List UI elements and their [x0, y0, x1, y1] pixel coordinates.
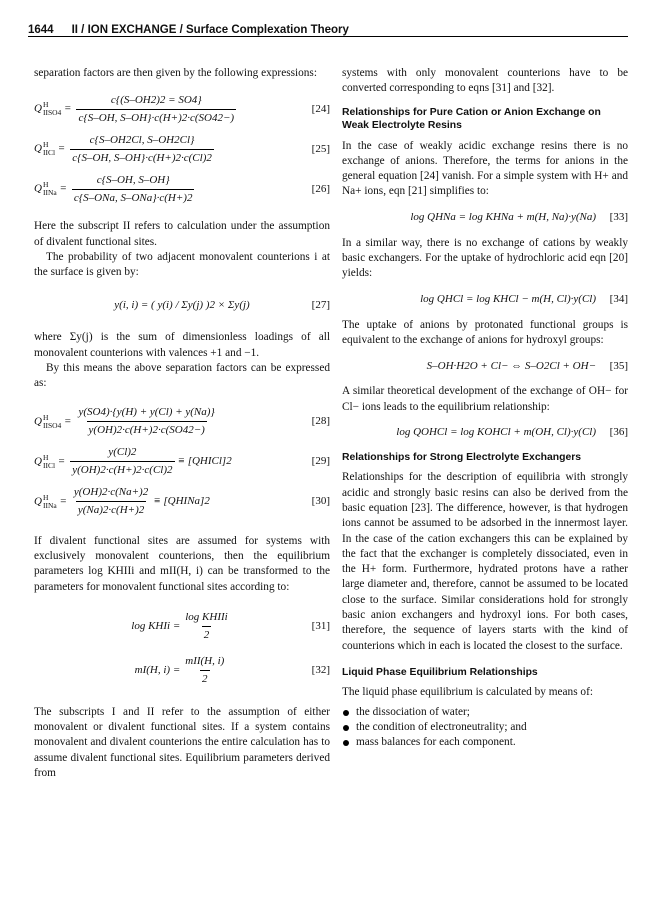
section-heading: Relationships for Pure Cation or Anion Exchange on Weak Electrolyte Resins — [342, 106, 601, 132]
paragraph: By this means the above separation factors can be expressed as: — [34, 362, 330, 390]
paragraph: If divalent functional sites are assumed for systems with exclusively monovalent counterions, then the equilibrium parameters log KHIIi and mII(H, i) can be transformed to the parameters for monovalent functional sites according to: — [34, 534, 330, 593]
list-item: the dissociation of water; — [342, 705, 628, 720]
page-number: 1644 — [28, 24, 54, 36]
equation-27: y(i, i) = ( y(i) / Σy(j) )2 × Σy(j) [27] — [114, 298, 330, 311]
paragraph: A similar theoretical development of the exchange of OH− for Cl− ions leads to the equilibrium relationship: — [342, 385, 628, 413]
paragraph: In the case of weakly acidic exchange resins there is no exchange of anions. Therefore, the terms for anions in the general equation [24] vanish. For a simple system with H+ and Na+ ions, eqn [21] simplifies to: — [342, 139, 628, 198]
paragraph: systems with only monovalent counterions have to be converted corresponding to eqns [31] and [32]. — [342, 67, 628, 95]
equation-24: Q H IISO4 = $\frac{c\{(S-OH2)2 = SO4\}}{c\{S-OH, S-OH\}\cdot c(H+)2\cdot c(SO42-)}$ [24] — [34, 89, 330, 129]
intro-text: separation factors are then given by the following expressions: — [34, 67, 317, 79]
running-title: II / ION EXCHANGE / Surface Complexation Theory — [71, 24, 349, 36]
equation-25: Q H IICl = $\frac{c\{S-OH2Cl, S-OH2Cl\}}{c\{S-OH, S-OH\}\cdot c(H+)2\cdot c(Cl)2}$ [25] — [34, 129, 330, 169]
equation-26: Q H IINa = $\frac{c\{S-OH, S-OH\}}{\text{c\{S–ONa, S–ONa\}·c(H+)2}}$ [26] — [34, 169, 330, 209]
equation-31: log KHIi = $\frac{\text{log KHIIi}}{2}$ [31] — [34, 605, 330, 649]
equation-29: Q H IICl = $\frac{y(Cl)2}{y(OH)2\cdot c(H+)2\cdot c(Cl)2}$ ≡ [QHICl]2 [29] — [34, 442, 330, 482]
paragraph: In a similar way, there is no exchange of cations by weakly basic exchangers. For the uptake of hydrochloric acid eqn [20] yields: — [342, 236, 628, 280]
running-header — [28, 20, 628, 42]
right-column — [342, 66, 628, 751]
header-rule — [28, 36, 628, 37]
equation-34: log QHCl = log KHCl − m(H, Cl)·y(Cl) [34] — [420, 293, 628, 306]
equation-28: Q H IISO4 = $\frac{y(SO4)\cdot\{y(H) + y(Cl) + y(Na)\}}{y(OH)2\cdot c(H+)2\cdot c(SO42-)}$ [28] — [34, 402, 330, 442]
bullet-list — [342, 705, 628, 751]
list-item: mass balances for each component. — [342, 735, 628, 750]
equation-33: log QHNa = log KHNa + m(H, Na)·y(Na) [33] — [410, 211, 628, 224]
paragraph: where Σy(j) is the sum of dimensionless loadings of all monovalent counterions with valences +1 and −1. — [34, 331, 330, 359]
paragraph: The uptake of anions by protonated functional groups is equivalent to the exchange of anions for hydroxyl groups: — [342, 318, 628, 346]
paragraph: Here the subscript II refers to calculation under the assumption of divalent functional sites. — [34, 220, 330, 248]
left-column — [34, 66, 330, 781]
paragraph: Relationships for the description of equilibria with strongly acidic and strongly basic resins can also be derived from the basic equation [23]. The difference, however, is that hydrogen ions cannot be assumed to be adsorbed in the innermost layer. In the case of the cation exchangers this can be explained by the fact that the exchanger is completely dissociated, even in the H+ form. Furthermore, hydrated protons have a rather large diameter and, therefore, cannot be assumed to be located close to the surface. Similar considerations hold for strongly basic anion exchangers and hydroxyl ions. For both cases, therefore, the sequence of layers starts with the kind of counterions which in each is located the closest to the surface. — [342, 471, 628, 652]
equation-36: log QOHCl = log KOHCl + m(OH, Cl)·y(Cl) [36] — [396, 426, 628, 439]
section-heading: Liquid Phase Equilibrium Relationships — [342, 666, 538, 678]
paragraph: The probability of two adjacent monovalent counterions i at the surface is given by: — [34, 250, 330, 279]
equation-32: mI(H, i) = $\frac{\text{mII(H, i)}}{2}$ [32] — [34, 649, 330, 693]
list-item: the condition of electroneutrality; and — [342, 720, 628, 735]
paragraph: The liquid phase equilibrium is calculated by means of: — [342, 686, 593, 699]
section-heading: Relationships for Strong Electrolyte Exchangers — [342, 451, 582, 463]
equation-35: S–OH·H2O + Cl− ⇔ S–O2Cl + OH− [35] — [426, 359, 628, 372]
paragraph: The subscripts I and II refer to the assumption of either monovalent or divalent functional sites. If a system contains monovalent and divalent counterions the entire calculation has to assume divalent functional sites. Equilibrium parameters derived from — [34, 705, 330, 780]
equation-30: Q H IINa = $\frac{y(OH)2\cdot c(Na+)2}{y(Na)2\cdot c(H+)2}$ ≡ [QHINa]2 [30] — [34, 482, 330, 522]
